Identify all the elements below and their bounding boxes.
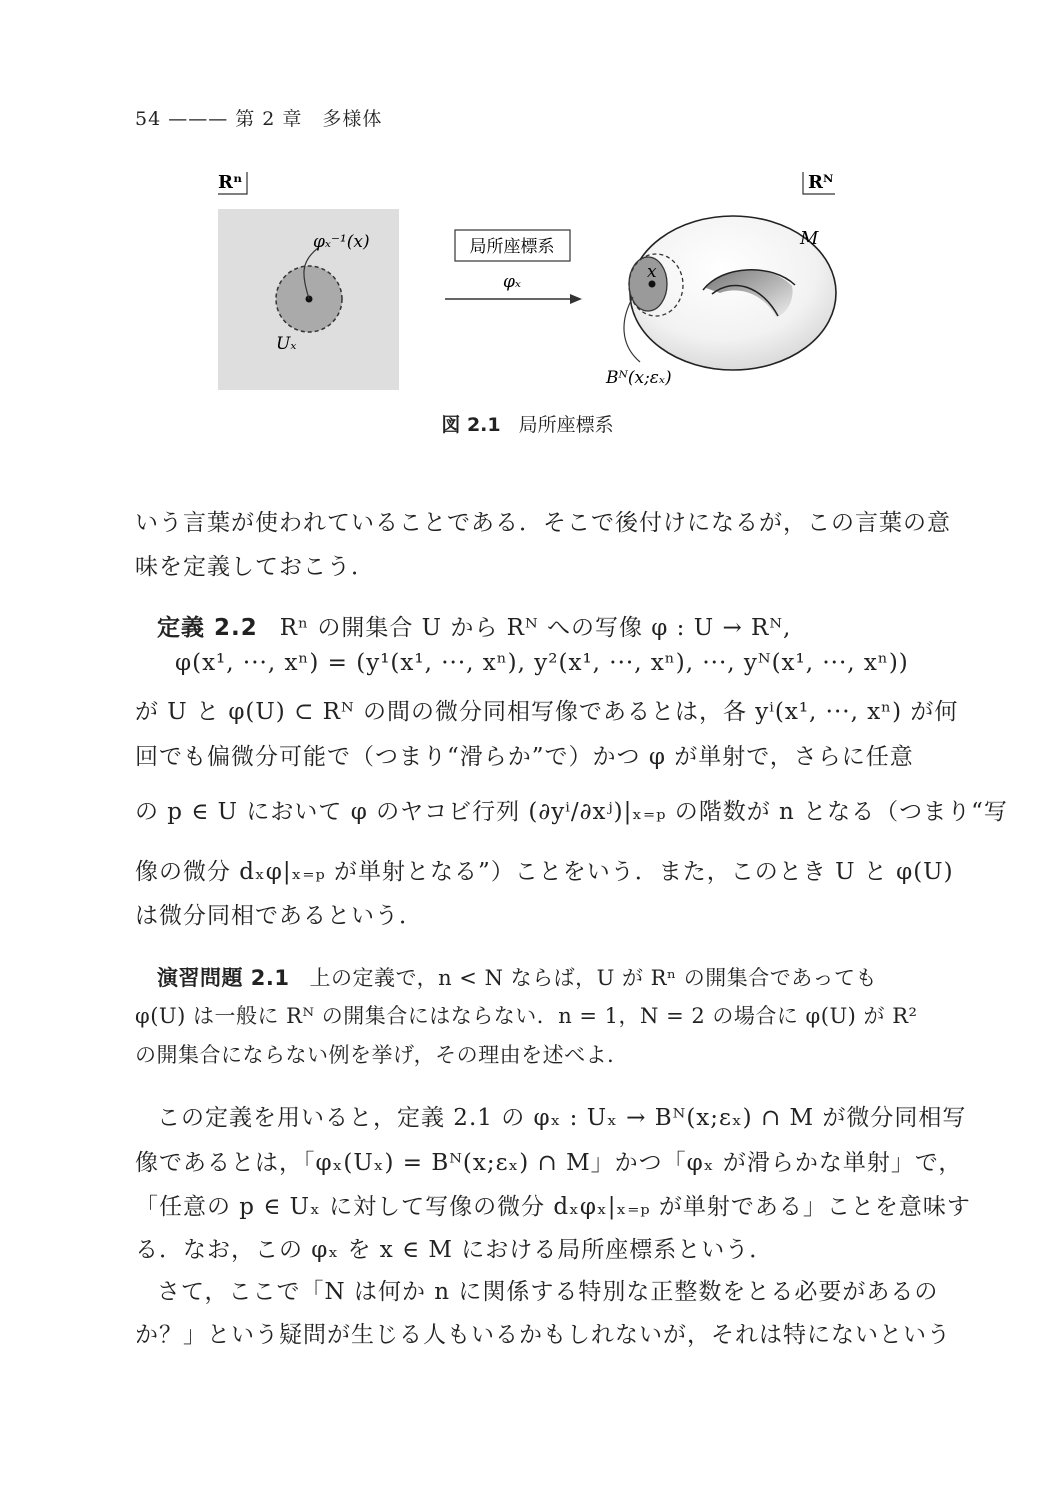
- ex-line3: の開集合にならない例を挙げ，その理由を述べよ．: [135, 1043, 629, 1067]
- exercise-first-line: [157, 962, 877, 992]
- def-line4: の p ∈ U において φ のヤコビ行列 (∂yⁱ/∂xʲ)|ₓ₌ₚ の階数が n となる（つまり“写: [135, 799, 1008, 825]
- p1-line1: いう言葉が使われていることである．そこで後付けになるが，この言葉の意: [135, 510, 951, 536]
- label-ball: Bᴺ(x;εₓ): [606, 368, 672, 388]
- def-line5: 像の微分 dₓφ|ₓ₌ₚ が単射となる”）ことをいう．また，このとき U と φ(U): [135, 859, 954, 885]
- exercise-label: 演習問題 2.1: [157, 966, 290, 990]
- def-line6: は微分同相であるという．: [135, 903, 423, 929]
- ex-line1: 上の定義で，n < N ならば，U が Rⁿ の開集合であっても: [309, 966, 878, 990]
- label-rN: Rᴺ: [808, 172, 834, 193]
- label-M: M: [800, 228, 819, 249]
- figure-local-coordinates: [0, 0, 1055, 470]
- p2-line4: る．なお，この φₓ を x ∈ M における局所座標系という．: [135, 1237, 774, 1263]
- p3-line2: か？」という疑問が生じる人もいるかもしれないが，それは特にないという: [135, 1322, 951, 1348]
- def-line1: Rⁿ の開集合 U から Rᴺ への写像 φ : U → Rᴺ,: [279, 615, 792, 641]
- label-phi-x: φₓ: [503, 272, 521, 292]
- running-header: 54 ——— 第 2 章 多様体: [135, 108, 383, 130]
- definition-first-line: [157, 609, 791, 642]
- figure-caption: [0, 410, 1055, 437]
- ex-line2: φ(U) は一般に Rᴺ の開集合にはならない．n = 1，N = 2 の場合に φ(U) が R²: [135, 1004, 918, 1028]
- label-inverse-map: φₓ⁻¹(x): [313, 232, 370, 252]
- caption-number: 図 2.1: [441, 414, 501, 436]
- p2-line3: 「任意の p ∈ Uₓ に対して写像の微分 dₓφₓ|ₓ₌ₚ が単射である」ことを意味す: [135, 1194, 971, 1220]
- def-line3: 回でも偏微分可能で（つまり“滑らか”で）かつ φ が単射で，さらに任意: [135, 744, 914, 770]
- p2-line2: 像であるとは，「φₓ(Uₓ) = Bᴺ(x;εₓ) ∩ M」かつ「φₓ が滑らかな単射」で，: [135, 1150, 963, 1176]
- def-formula: φ(x¹, ···, xⁿ) = (y¹(x¹, ···, xⁿ), y²(x¹, ···, xⁿ), ···, yᴺ(x¹, ···, xⁿ)): [175, 650, 909, 676]
- p3-line1: さて，ここで「N は何か n に関係する特別な正整数をとる必要があるの: [157, 1279, 939, 1305]
- label-rn: Rⁿ: [218, 172, 243, 193]
- chart-label: 局所座標系: [469, 237, 555, 257]
- definition-label: 定義 2.2: [157, 615, 258, 641]
- def-line2: が U と φ(U) ⊂ Rᴺ の間の微分同相写像であるとは，各 yⁱ(x¹, ···, xⁿ) が何: [135, 699, 959, 725]
- label-point-x: x: [647, 262, 657, 282]
- p1-line2: 味を定義しておこう．: [135, 554, 375, 580]
- caption-text: 局所座標系: [518, 414, 614, 436]
- p2-line1: この定義を用いると，定義 2.1 の φₓ : Uₓ → Bᴺ(x;εₓ) ∩ M が微分同相写: [157, 1105, 967, 1131]
- label-ux: Uₓ: [276, 334, 297, 354]
